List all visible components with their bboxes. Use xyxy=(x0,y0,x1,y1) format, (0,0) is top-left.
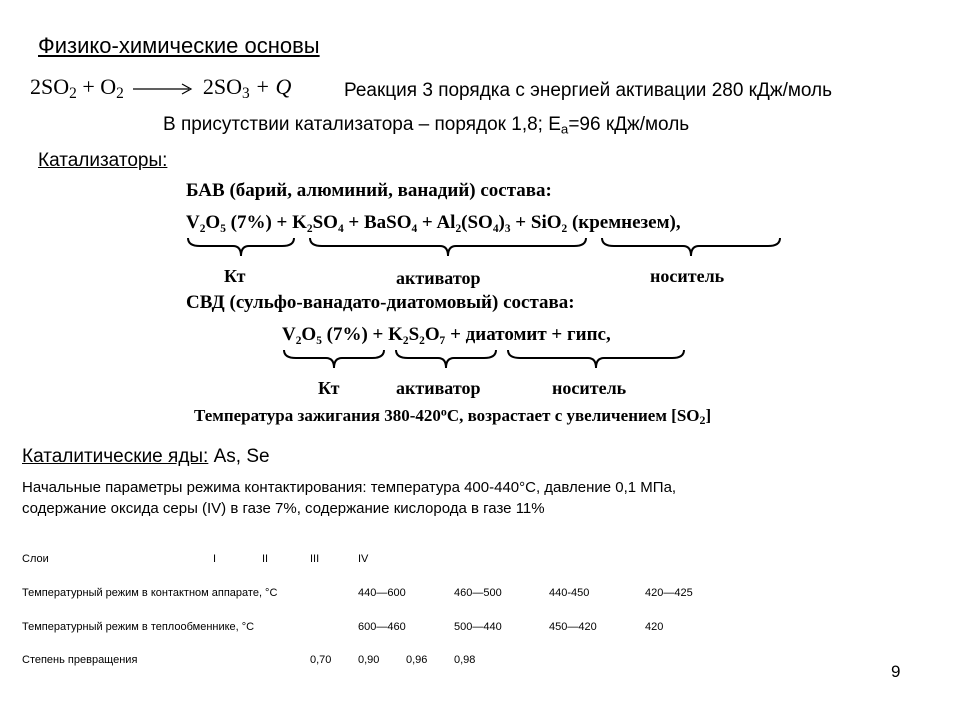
table-header-col-1: I xyxy=(213,553,217,565)
svd-formula: V₂O₅ (7%) + K₂S₂O₇ + диатомит + гипс, xyxy=(282,324,611,345)
table-row-3-label: Степень превращения xyxy=(22,654,138,666)
catalysts-heading: Катализаторы: xyxy=(38,150,168,171)
table-row-3-value-1: 0,70 xyxy=(310,654,332,666)
svd-label-carrier: носитель xyxy=(552,378,627,398)
svd-label-kt: Кт xyxy=(318,378,340,398)
ignition-sub: 2 xyxy=(699,412,706,427)
table-row-2-value-4: 420 xyxy=(645,621,664,633)
table-row-1-value-1: 440—600 xyxy=(358,587,406,599)
ignition-text: Температура зажигания 380-420 xyxy=(194,406,441,425)
reaction-description: Реакция 3 порядка с энергией активации 280 кДж/моль xyxy=(344,80,833,101)
bav-formula: V₂O₅ (7%) + K₂SO₄ + BaSO₄ + Al₂(SO₄)₃ + SiO₂ (кремнезем), xyxy=(186,212,681,233)
catalyst-note-suffix: =96 кДж/моль xyxy=(568,114,690,135)
reaction-plus: + O xyxy=(76,74,117,99)
table-header-col-3: III xyxy=(310,553,320,565)
svd-heading: СВД (сульфо-ванадато-диатомовый) состава: xyxy=(186,292,575,313)
poisons-value: As, Se xyxy=(208,446,270,467)
page-number: 9 xyxy=(891,662,901,681)
initial-params-line1: Начальные параметры режима контактирования: температура 400-440°С, давление 0,1 МПа, xyxy=(22,479,677,496)
table-header-label: Слои xyxy=(22,553,49,565)
bav-label-activator: активатор xyxy=(396,268,481,288)
table-row-2-label: Температурный режим в теплообменнике, °С xyxy=(22,621,255,633)
table-row-3-value-4: 0,98 xyxy=(454,654,476,666)
table-row-1-value-3: 440-450 xyxy=(549,587,590,599)
table-header-col-4: IV xyxy=(358,553,369,565)
reaction-o-sub: 2 xyxy=(116,84,124,102)
reaction-lhs: 2SO xyxy=(30,74,70,99)
table-row-1-value-4: 420—425 xyxy=(645,587,693,599)
table-row-2-value-2: 500—440 xyxy=(454,621,502,633)
reaction-rhs-sub: 3 xyxy=(241,84,250,102)
bav-label-carrier: носитель xyxy=(650,266,725,286)
ignition-end: ] xyxy=(705,406,712,425)
reaction-rhs: 2SO xyxy=(202,74,242,99)
catalyst-note-prefix: В присутствии катализатора – порядок 1,8; E xyxy=(163,114,561,135)
table-header-col-2: II xyxy=(262,553,269,565)
page-title: Физико-химические основы xyxy=(38,33,320,58)
table-row-1-label: Температурный режим в контактном аппарате, °С xyxy=(22,587,278,599)
table-row-2-value-1: 600—460 xyxy=(358,621,406,633)
reaction-lhs-sub: 2 xyxy=(69,84,77,102)
svd-label-activator: активатор xyxy=(396,378,481,398)
table-row-3-value-2: 0,90 xyxy=(358,654,380,666)
catalyst-note-sub: a xyxy=(560,121,569,137)
bav-label-kt: Кт xyxy=(224,266,246,286)
initial-params-line2: содержание оксида серы (IV) в газе 7%, содержание кислорода в газе 11% xyxy=(22,500,545,517)
table-row-1-value-2: 460—500 xyxy=(454,587,502,599)
ignition-tail: С, возрастает с увеличением [SO xyxy=(446,406,700,425)
poisons-label: Каталитические яды: xyxy=(22,446,209,467)
table-row-3-value-3: 0,96 xyxy=(406,654,428,666)
table-row-2-value-3: 450—420 xyxy=(549,621,597,633)
reaction-rhs-tail: + Q xyxy=(249,74,292,99)
bav-heading: БАВ (барий, алюминий, ванадий) состава: xyxy=(186,180,552,201)
ignition-sup: о xyxy=(440,404,447,419)
